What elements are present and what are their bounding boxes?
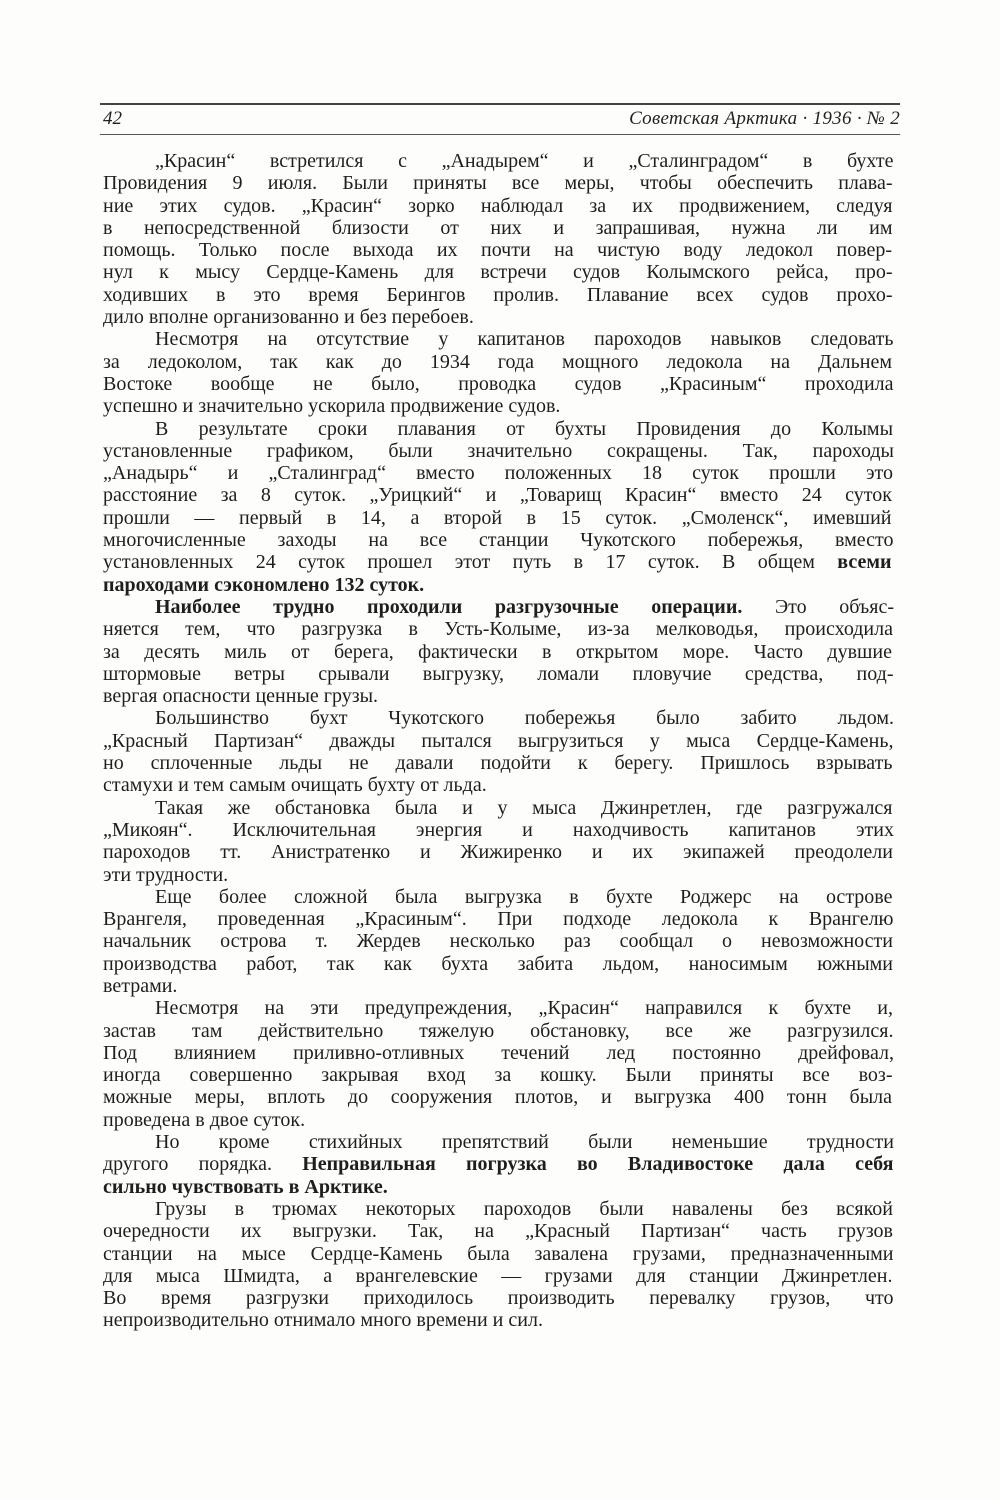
text-run: начальник острова т. Жердев несколько раз сообщал о невозможности — [103, 930, 893, 953]
text-run: Во время разгрузки приходилось производить перевалку грузов, что — [103, 1287, 894, 1310]
text-line — [103, 395, 897, 417]
bold-text-run: пароходами сэкономлено 132 суток. — [103, 573, 425, 596]
text-run: эти трудности. — [103, 863, 229, 886]
text-line — [103, 261, 897, 283]
text-run: Востоке вообще не было, проводка судов „Красиным“ проходила — [103, 372, 894, 395]
text-run: установленных 24 суток прошел этот путь в 17 суток. В общем — [103, 551, 838, 574]
paragraph-first-line — [103, 1198, 897, 1220]
text-run: ние этих судов. „Красин“ зорко наблюдал за их продвижением, следуя — [103, 194, 893, 217]
text-run: Провидения 9 июля. Были приняты все меры, чтобы обеспечить плава- — [103, 172, 893, 195]
text-line — [103, 462, 897, 484]
text-run: установленные графиком, были значительно сокращены. Так, пароходы — [103, 439, 894, 462]
text-run: Еще более сложной была выгрузка в бухте Роджерс на острове — [155, 885, 893, 908]
bold-text-run: сильно чувствовать в Арктике. — [103, 1175, 388, 1198]
text-run: нул к мысу Сердце-Камень для встречи судов Колымского рейса, про- — [103, 261, 893, 284]
text-line — [103, 440, 897, 462]
text-run: стамухи и тем самым очищать бухту от льда. — [103, 774, 487, 797]
text-line — [103, 484, 897, 506]
text-run: очередности их выгрузки. Так, на „Красный Партизан“ часть грузов — [103, 1220, 893, 1243]
text-line — [103, 975, 897, 997]
text-line — [103, 730, 897, 752]
text-run: в непосредственной близости от них и запрашивая, нужна ли им — [103, 216, 893, 239]
text-run: за ледоколом, так как до 1934 года мощного ледокола на Дальнем — [103, 350, 892, 373]
text-line — [103, 774, 897, 796]
text-run: „Анадырь“ и „Сталинград“ вместо положенных 18 суток прошли это — [103, 462, 893, 485]
text-line — [103, 930, 897, 952]
paragraph-first-line — [103, 997, 897, 1019]
text-run: для мыса Шмидта, а врангелевские — грузами для станции Джинретлен. — [103, 1264, 893, 1287]
text-line — [103, 641, 897, 663]
text-run: Большинство бухт Чукотского побережья было забито льдом. — [155, 707, 894, 730]
text-line — [103, 1086, 897, 1108]
text-run: Под влиянием приливно-отливных течений лед постоянно дрейфовал, — [103, 1041, 894, 1064]
text-line — [103, 1243, 897, 1265]
text-run: за десять миль от берега, фактически в открытом море. Часто дувшие — [103, 640, 892, 663]
text-run: ходивших в это время Берингов пролив. Плавание всех судов прохо- — [103, 283, 893, 306]
text-run: но сплоченные льды не давали подойти к берегу. Пришлось взрывать — [103, 752, 893, 775]
text-line — [103, 507, 897, 529]
text-run: пароходов тт. Анистратенко и Жижиренко и их экипажей преодолели — [103, 841, 893, 864]
text-run: Такая же обстановка была и у мыса Джинретлен, где разгружался — [155, 796, 893, 819]
paragraph-first-line — [103, 596, 897, 618]
text-line — [103, 618, 897, 640]
text-line — [103, 373, 897, 395]
paragraph-first-line — [103, 418, 897, 440]
text-run: Несмотря на отсутствие у капитанов пароходов навыков следовать — [155, 328, 894, 351]
text-run: иногда совершенно закрывая вход за кошку. Были приняты все воз- — [103, 1064, 893, 1087]
text-run: вергая опасности ценные грузы. — [103, 685, 379, 708]
text-run: станции на мысе Сердце-Камень была завалена грузами, предназначенными — [103, 1242, 894, 1265]
text-line — [103, 953, 897, 975]
paragraph-first-line — [103, 150, 897, 172]
text-line — [103, 908, 897, 930]
text-run: ветрами. — [103, 974, 178, 997]
text-line — [103, 529, 897, 551]
text-line — [103, 1265, 897, 1287]
text-line — [103, 752, 897, 774]
text-run: В результате сроки плавания от бухты Провидения до Колымы — [155, 417, 893, 440]
paragraph-first-line — [103, 707, 897, 729]
text-line — [103, 351, 897, 373]
text-line — [103, 1109, 897, 1131]
text-run: прошли — первый в 14, а второй в 15 суток. „Смоленск“, имевший — [103, 506, 892, 529]
paragraph-first-line — [103, 797, 897, 819]
text-line — [103, 306, 897, 328]
text-line — [103, 284, 897, 306]
text-run: можные меры, вплоть до сооружения плотов, и выгрузка 400 тонн была — [103, 1086, 892, 1109]
text-line — [103, 1153, 897, 1175]
text-line — [103, 1176, 897, 1198]
text-line — [103, 841, 897, 863]
text-line — [103, 663, 897, 685]
text-line — [103, 1020, 897, 1042]
paragraph-first-line — [103, 328, 897, 350]
text-run: штормовые ветры срывали выгрузку, ломали пловучие средства, под- — [103, 662, 894, 685]
text-line — [103, 1309, 897, 1331]
running-header-journal-title: Советская Арктика · 1936 · № 2 — [629, 108, 900, 129]
text-run: непроизводительно отнимало много времени и сил. — [103, 1309, 543, 1332]
text-line — [103, 1042, 897, 1064]
header-rule-bottom — [100, 134, 900, 135]
text-run: Врангеля, проведенная „Красиным“. При подходе ледокола к Врангелю — [103, 908, 894, 931]
text-line — [103, 864, 897, 886]
text-run: производства работ, так как бухта забита льдом, наносимым южными — [103, 952, 893, 975]
text-run: „Красный Партизан“ дважды пытался выгрузиться у мыса Сердце-Камень, — [103, 729, 894, 752]
text-run: застав там действительно тяжелую обстановку, все же разгрузился. — [103, 1019, 894, 1042]
text-line — [103, 551, 897, 573]
text-line — [103, 1064, 897, 1086]
text-run: няется тем, что разгрузка в Усть-Колыме, из-за мелководья, происходила — [103, 618, 893, 641]
text-run: Но кроме стихийных препятствий были неменьшие трудности — [155, 1131, 894, 1154]
header-rule-top — [100, 103, 900, 105]
article-body — [103, 150, 897, 1332]
text-line — [103, 685, 897, 707]
paragraph-first-line — [103, 886, 897, 908]
bold-text-run: Наиболее трудно проходили разгрузочные операции. — [155, 595, 743, 618]
text-line — [103, 574, 897, 596]
text-run: успешно и значительно ускорила продвижение судов. — [103, 395, 561, 418]
text-line — [103, 217, 897, 239]
page-number: 42 — [103, 108, 122, 129]
text-run: многочисленные заходы на все станции Чукотского побережья, вместо — [103, 529, 894, 552]
text-run: расстояние за 8 суток. „Урицкий“ и „Товарищ Красин“ вместо 24 суток — [103, 484, 892, 507]
text-run: дило вполне организованно и без перебоев. — [103, 306, 474, 329]
text-run: Несмотря на эти предупреждения, „Красин“ направился к бухте и, — [155, 997, 893, 1020]
text-run: другого порядка. — [103, 1153, 303, 1176]
text-line — [103, 1287, 897, 1309]
text-run: проведена в двое суток. — [103, 1108, 306, 1131]
bold-text-run: всеми — [837, 551, 892, 574]
text-run: „Красин“ встретился с „Анадырем“ и „Сталинградом“ в бухте — [155, 150, 894, 172]
text-run: помощь. Только после выхода их почти на чистую воду ледокол повер- — [103, 239, 892, 262]
text-run: Грузы в трюмах некоторых пароходов были навалены без всякой — [155, 1197, 893, 1220]
text-line — [103, 195, 897, 217]
text-line — [103, 239, 897, 261]
text-line — [103, 172, 897, 194]
bold-text-run: Неправильная погрузка во Владивостоке дала себя — [302, 1153, 894, 1176]
text-run: Это объяс- — [742, 595, 894, 618]
text-line — [103, 819, 897, 841]
paragraph-first-line — [103, 1131, 897, 1153]
text-line — [103, 1220, 897, 1242]
text-run: „Микоян“. Исключительная энергия и находчивость капитанов этих — [103, 818, 894, 841]
